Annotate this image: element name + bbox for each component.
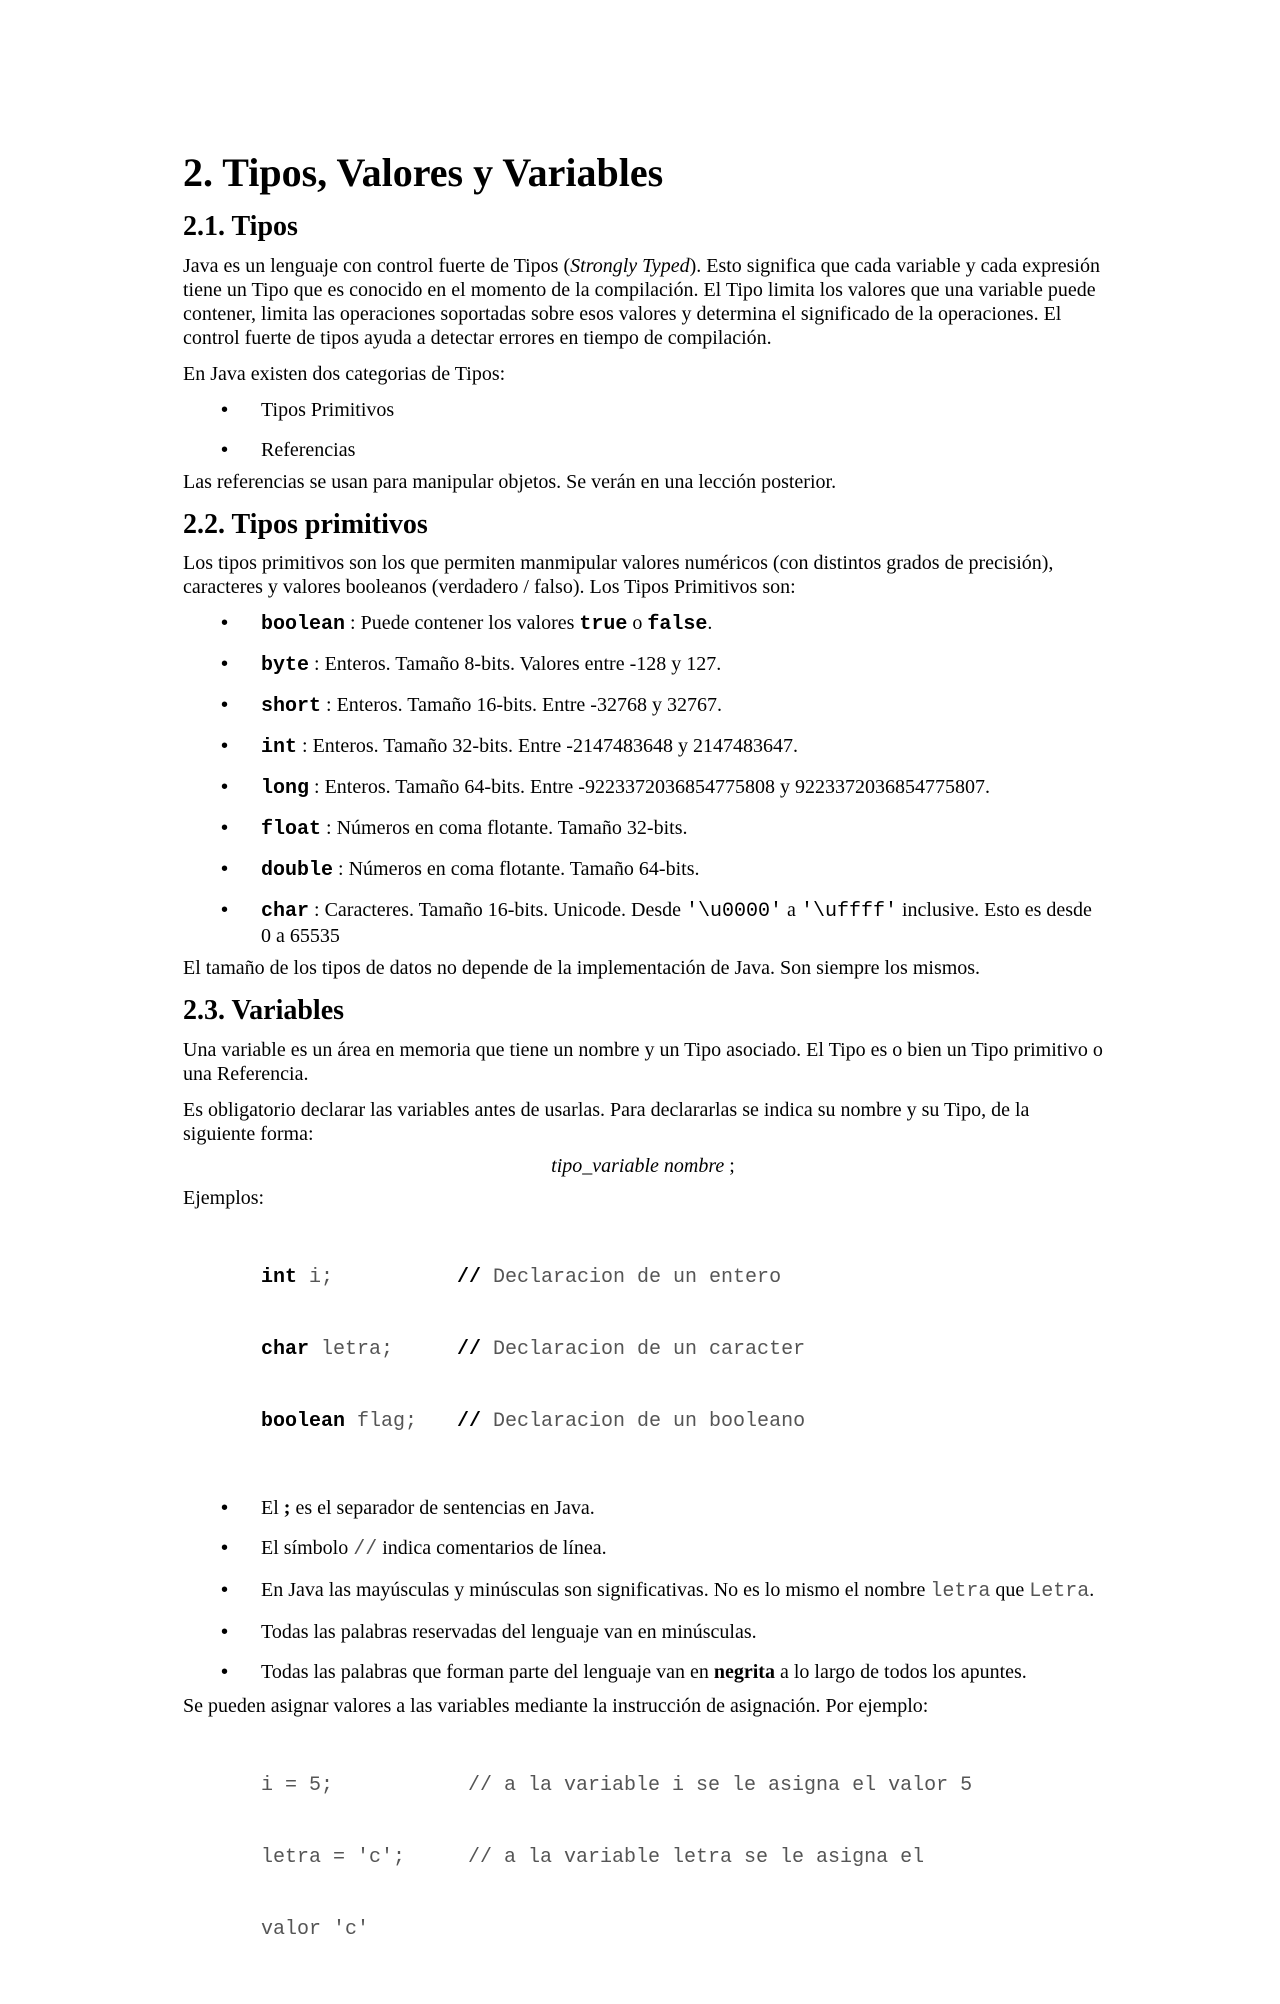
bullet-icon: • bbox=[221, 653, 229, 676]
code-comment: Declaracion de un caracter bbox=[481, 1337, 806, 1361]
bullet-icon: • bbox=[221, 899, 229, 922]
comment-marker: // bbox=[457, 1409, 482, 1433]
code-line bbox=[261, 1774, 1103, 1798]
primitive-types-list bbox=[183, 611, 1103, 948]
code-literal: // bbox=[353, 1537, 378, 1561]
comment-marker: // bbox=[457, 1337, 482, 1361]
text: : Enteros. Tamaño 32-bits. Entre -2147483648 y 2147483647. bbox=[297, 735, 798, 758]
code-text: letra; bbox=[309, 1337, 394, 1361]
code-literal: Letra bbox=[1029, 1579, 1090, 1603]
code-literal: '\uffff' bbox=[800, 900, 897, 924]
section-heading-tipos: 2.1. Tipos bbox=[183, 211, 298, 242]
bullet-icon: • bbox=[221, 694, 229, 717]
bullet-icon: • bbox=[221, 817, 229, 840]
text: El símbolo bbox=[261, 1536, 354, 1559]
code-block-assignments bbox=[261, 1726, 1103, 1990]
examples-label: Ejemplos: bbox=[183, 1186, 265, 1209]
bullet-icon: • bbox=[221, 735, 229, 758]
text: a lo largo de todos los apuntes. bbox=[774, 1660, 1027, 1683]
text: indica comentarios de línea. bbox=[377, 1536, 607, 1559]
paragraph: Se pueden asignar valores a las variables mediante la instrucción de asignación. Por ejemplo: bbox=[183, 1694, 929, 1717]
code-comment: valor 'c' bbox=[261, 1917, 370, 1941]
paragraph: Es obligatorio declarar las variables antes de usarlas. Para declararlas se indica su nombre y su Tipo, de la siguiente forma: bbox=[183, 1098, 1030, 1145]
list-item bbox=[221, 1660, 1103, 1684]
keyword: char bbox=[261, 1337, 310, 1361]
code-text: i = 5; bbox=[261, 1773, 334, 1797]
text: En Java las mayúsculas y minúsculas son significativas. No es lo mismo el nombre bbox=[261, 1578, 931, 1601]
keyword: char bbox=[261, 900, 310, 924]
code-literal: '\u0000' bbox=[686, 900, 783, 924]
list-item bbox=[221, 1496, 1103, 1520]
code-text: i; bbox=[297, 1265, 334, 1289]
keyword: false bbox=[647, 613, 708, 637]
paragraph bbox=[183, 254, 1103, 350]
text: . bbox=[1089, 1578, 1095, 1601]
code-line bbox=[261, 1266, 1103, 1290]
text: : Enteros. Tamaño 16-bits. Entre -32768 y 32767. bbox=[321, 694, 722, 717]
bullet-icon: • bbox=[221, 1620, 229, 1643]
section-heading-tipos-primitivos: 2.2. Tipos primitivos bbox=[183, 508, 428, 540]
text: : Caracteres. Tamaño 16-bits. Unicode. Desde bbox=[309, 899, 687, 922]
list-item bbox=[221, 693, 1103, 719]
bullet-list bbox=[183, 1496, 1103, 1684]
list-item bbox=[221, 898, 1103, 948]
page-title: 2. Tipos, Valores y Variables bbox=[183, 150, 664, 195]
bullet-icon: • bbox=[221, 612, 229, 635]
code-comment: Declaracion de un entero bbox=[481, 1265, 782, 1289]
bullet-icon: • bbox=[221, 858, 229, 881]
text: que bbox=[990, 1578, 1030, 1601]
list-item bbox=[221, 1620, 1103, 1644]
text: Todas las palabras que forman parte del lenguaje van en bbox=[261, 1660, 714, 1683]
bullet-icon: • bbox=[221, 438, 229, 461]
keyword: boolean bbox=[261, 613, 346, 637]
list-item bbox=[221, 734, 1103, 760]
list-item bbox=[221, 438, 1103, 462]
text: Java es un lenguaje con control fuerte de Tipos ( bbox=[183, 254, 571, 277]
list-item bbox=[221, 857, 1103, 883]
keyword: byte bbox=[261, 654, 310, 678]
code-comment: // a la variable letra se le asigna el bbox=[468, 1845, 925, 1869]
document-page bbox=[183, 150, 1103, 2004]
text: Todas las palabras reservadas del lenguaje van en minúsculas. bbox=[261, 1620, 757, 1643]
text: o bbox=[627, 612, 648, 635]
list-item bbox=[221, 1536, 1103, 1562]
code-block-declarations bbox=[261, 1218, 1103, 1482]
code-line bbox=[261, 1918, 1103, 1942]
list-item-text: Tipos Primitivos bbox=[261, 398, 395, 421]
bullet-icon: • bbox=[221, 1496, 229, 1519]
code-text: flag; bbox=[345, 1409, 418, 1433]
emphasis: Strongly Typed bbox=[570, 254, 690, 277]
bullet-icon: • bbox=[221, 1536, 229, 1559]
list-item bbox=[221, 398, 1103, 422]
keyword: float bbox=[261, 818, 322, 842]
text: a bbox=[782, 899, 801, 922]
bullet-icon: • bbox=[221, 776, 229, 799]
paragraph: Las referencias se usan para manipular objetos. Se verán en una lección posterior. bbox=[183, 470, 837, 493]
text: es el separador de sentencias en Java. bbox=[290, 1496, 595, 1519]
code-line bbox=[261, 1410, 1103, 1434]
code-text: letra = 'c'; bbox=[261, 1845, 406, 1869]
keyword: int bbox=[261, 1265, 298, 1289]
keyword: boolean bbox=[261, 1409, 346, 1433]
text: : Números en coma flotante. Tamaño 64-bits. bbox=[333, 858, 700, 881]
text: : Números en coma flotante. Tamaño 32-bits. bbox=[321, 817, 688, 840]
syntax: tipo_variable nombre bbox=[551, 1154, 725, 1177]
text: : Puede contener los valores bbox=[345, 612, 580, 635]
keyword: true bbox=[579, 613, 628, 637]
code-line bbox=[261, 1846, 1103, 1870]
list-item bbox=[221, 816, 1103, 842]
paragraph: Los tipos primitivos son los que permiten manmipular valores numéricos (con distintos grados de precisión), caracteres y valores booleanos (verdadero / falso). Los Tipos Primitivos son: bbox=[183, 552, 1054, 599]
keyword: int bbox=[261, 736, 298, 760]
list-item bbox=[221, 775, 1103, 801]
list-item bbox=[221, 652, 1103, 678]
comment-marker: // bbox=[457, 1265, 482, 1289]
syntax-line bbox=[183, 1154, 1103, 1178]
keyword: double bbox=[261, 859, 334, 883]
code-comment: // a la variable i se le asigna el valor 5 bbox=[468, 1773, 973, 1797]
paragraph: En Java existen dos categorias de Tipos: bbox=[183, 362, 506, 385]
bold-text: negrita bbox=[713, 1660, 775, 1683]
text: : Enteros. Tamaño 64-bits. Entre -9223372036854775808 y 9223372036854775807. bbox=[309, 776, 990, 799]
list-item-text: Referencias bbox=[261, 438, 356, 461]
paragraph: Una variable es un área en memoria que tiene un nombre y un Tipo asociado. El Tipo es o bien un Tipo primitivo o una Referencia. bbox=[183, 1038, 1103, 1085]
paragraph: El tamaño de los tipos de datos no depende de la implementación de Java. Son siempre los mismos. bbox=[183, 957, 981, 980]
code-literal: letra bbox=[930, 1579, 991, 1603]
text: ). Esto significa que cada variable y cada expresión tiene un Tipo que es conocido en el momento de la compilación. El Tipo limita los valores que una variable puede contener, limita las operaciones soportadas sobre esos valores y determina el significado de la operaciones. El control fuerte de tipos ayuda a detectar errores en tiempo de compilación. bbox=[183, 254, 1100, 349]
list-item bbox=[221, 611, 1103, 637]
text: : Enteros. Tamaño 8-bits. Valores entre -128 y 127. bbox=[309, 653, 722, 676]
bullet-icon: • bbox=[221, 1578, 229, 1601]
code-line bbox=[261, 1338, 1103, 1362]
keyword: short bbox=[261, 695, 322, 719]
bullet-icon: • bbox=[221, 1660, 229, 1683]
text: . bbox=[707, 612, 713, 635]
bullet-icon: • bbox=[221, 398, 229, 421]
text: inclusive. Esto es desde 0 a 65535 bbox=[261, 899, 1092, 948]
bullet-list bbox=[183, 398, 1103, 462]
text: El bbox=[261, 1496, 284, 1519]
section-heading-variables: 2.3. Variables bbox=[183, 995, 345, 1027]
keyword: long bbox=[261, 777, 310, 801]
syntax-semicolon: ; bbox=[724, 1154, 735, 1177]
list-item bbox=[221, 1578, 1103, 1604]
keyword: ; bbox=[283, 1496, 291, 1519]
code-comment: Declaracion de un booleano bbox=[481, 1409, 806, 1433]
